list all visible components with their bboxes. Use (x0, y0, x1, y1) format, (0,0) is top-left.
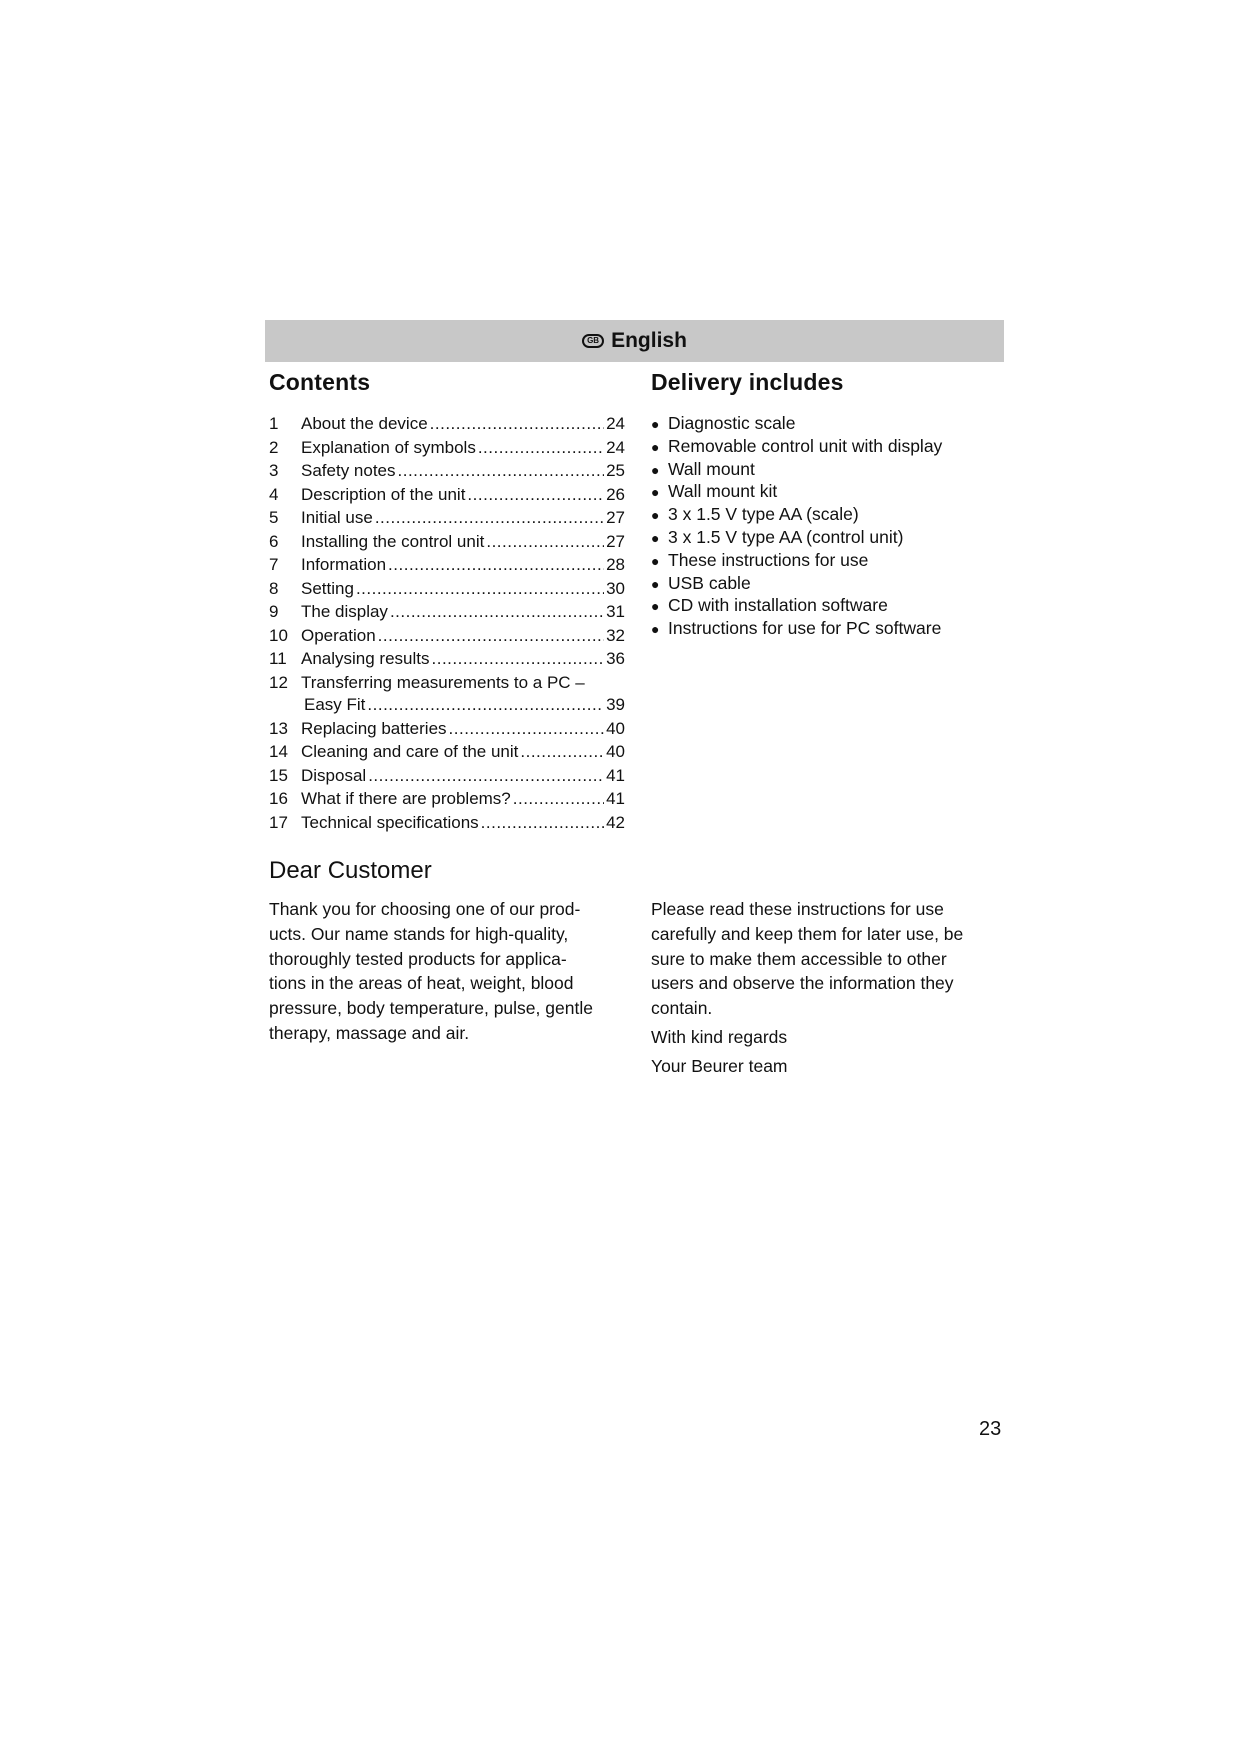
toc-page: 31 (606, 602, 625, 621)
paragraph-line: users and observe the information they (651, 973, 954, 994)
toc-leader (481, 813, 604, 833)
toc-row (269, 461, 625, 485)
toc-page: 24 (606, 414, 625, 433)
bullet-icon: ● (651, 552, 660, 569)
toc-row (269, 555, 625, 579)
toc-row (269, 532, 625, 556)
toc-row (269, 719, 625, 743)
toc-page: 32 (606, 625, 625, 645)
toc-row (269, 438, 625, 462)
toc-row (269, 602, 625, 626)
toc-number: 4 (269, 484, 279, 504)
page-number: 23 (979, 1418, 1002, 1440)
toc-title: Information (301, 555, 387, 574)
paragraph-line: Please read these instructions for use (651, 899, 944, 919)
delivery-item-label: CD with installation software (668, 595, 888, 616)
toc-leader (356, 579, 604, 599)
delivery-item (651, 573, 1011, 596)
toc-page: 39 (606, 695, 625, 714)
toc-page: 36 (606, 649, 625, 668)
toc-page: 26 (606, 484, 625, 504)
bullet-icon: ● (651, 416, 660, 432)
delivery-item-label: Removable control unit with display (668, 435, 943, 456)
delivery-item (651, 459, 1011, 482)
bullet-icon: ● (651, 598, 660, 615)
toc-title: What if there are problems? (301, 789, 511, 808)
toc-page: 24 (606, 437, 625, 457)
toc-number: 1 (269, 414, 279, 433)
toc-page: 41 (606, 765, 625, 785)
toc-row-continuation (269, 695, 625, 719)
delivery-item (651, 618, 1011, 641)
toc-row (269, 626, 625, 650)
toc-title: Disposal (301, 765, 367, 785)
paragraph-line: ucts. Our name stands for high-quality, (269, 923, 569, 944)
dear-customer-heading: Dear Customer (269, 857, 432, 884)
signature-text: Your Beurer team (651, 1055, 788, 1076)
delivery-item (651, 550, 1011, 573)
contents-heading: Contents (269, 369, 371, 395)
toc-leader (430, 414, 604, 434)
delivery-item-label: 3 x 1.5 V type AA (control unit) (668, 526, 904, 547)
toc-page: 28 (606, 555, 625, 574)
toc-number: 8 (269, 578, 279, 598)
toc-number: 7 (269, 555, 279, 574)
toc-number: 16 (269, 789, 288, 808)
bullet-icon: ● (651, 484, 660, 501)
toc-number: 3 (269, 461, 279, 480)
toc-page: 27 (606, 508, 625, 527)
toc-title: Installing the control unit (301, 531, 485, 551)
toc-title: Cleaning and care of the unit (301, 742, 519, 761)
bullet-icon: ● (651, 575, 660, 592)
toc-row (269, 742, 625, 766)
language-label: English (611, 329, 687, 352)
toc-number: 15 (269, 765, 288, 785)
delivery-item-label: Wall mount kit (668, 481, 778, 502)
toc-row (269, 789, 625, 813)
toc-leader (367, 695, 604, 715)
toc-leader (388, 555, 604, 575)
toc-number: 11 (269, 649, 287, 668)
paragraph-line: Thank you for choosing one of our prod- (269, 899, 581, 919)
delivery-item (651, 481, 1011, 504)
delivery-item (651, 527, 1011, 550)
delivery-item (651, 413, 1011, 436)
bullet-icon: ● (651, 529, 660, 546)
delivery-heading: Delivery includes (651, 369, 844, 395)
toc-leader (375, 508, 604, 528)
delivery-item-label: 3 x 1.5 V type AA (scale) (668, 504, 859, 525)
toc-number: 14 (269, 742, 288, 761)
toc-title: Replacing batteries (301, 718, 447, 738)
intro-paragraph (269, 897, 625, 1046)
toc-row (269, 485, 625, 509)
bullet-icon: ● (651, 507, 660, 524)
toc-title: Explanation of symbols (301, 437, 476, 457)
instructions-paragraph (651, 897, 1011, 1079)
toc-number: 17 (269, 812, 288, 832)
delivery-list (651, 413, 1011, 641)
toc-leader (467, 485, 604, 505)
toc-number: 13 (269, 718, 288, 738)
toc-row (269, 508, 625, 532)
toc-row (269, 673, 625, 696)
language-header (265, 320, 1004, 362)
toc-row (269, 579, 625, 603)
toc-page: 41 (606, 789, 625, 808)
delivery-item-label: Diagnostic scale (668, 413, 796, 433)
delivery-item-label: Wall mount (668, 458, 755, 479)
toc-row (269, 414, 625, 438)
toc-title: Transferring measurements to a PC – (301, 672, 585, 692)
toc-number: 9 (269, 602, 279, 621)
toc-leader (378, 626, 604, 646)
toc-leader (390, 602, 604, 622)
table-of-contents (269, 414, 625, 836)
gb-flag-icon: GB (582, 334, 604, 348)
toc-page: 27 (606, 531, 625, 551)
toc-title: Description of the unit (301, 484, 466, 504)
toc-leader (513, 789, 604, 809)
toc-number: 6 (269, 531, 279, 551)
toc-row (269, 813, 625, 837)
toc-row (269, 766, 625, 790)
toc-title: Initial use (301, 508, 373, 527)
delivery-item (651, 504, 1011, 527)
toc-leader (368, 766, 604, 786)
toc-title: Technical specifications (301, 812, 479, 832)
regards-text: With kind regards (651, 1026, 788, 1047)
toc-page: 25 (606, 461, 625, 480)
delivery-item (651, 595, 1011, 618)
toc-number: 5 (269, 508, 279, 527)
paragraph-line: tions in the areas of heat, weight, blood (269, 973, 574, 994)
delivery-item (651, 436, 1011, 459)
toc-title: Operation (301, 625, 376, 645)
toc-title-continued: Easy Fit (304, 695, 366, 714)
toc-leader (486, 532, 604, 552)
toc-title: The display (301, 602, 388, 621)
delivery-item-label: Instructions for use for PC software (668, 618, 942, 639)
toc-leader (478, 438, 604, 458)
bullet-icon: ● (651, 621, 660, 638)
toc-leader (432, 649, 605, 669)
paragraph-line: carefully and keep them for later use, be (651, 923, 964, 944)
toc-leader (449, 719, 605, 739)
delivery-item-label: These instructions for use (668, 549, 869, 570)
toc-page: 30 (606, 578, 625, 598)
toc-title: Safety notes (301, 461, 396, 480)
toc-page: 40 (606, 718, 625, 738)
toc-row (269, 649, 625, 673)
bullet-icon: ● (651, 438, 660, 455)
paragraph-line: contain. (651, 998, 713, 1019)
toc-page: 40 (606, 742, 625, 761)
toc-number: 10 (269, 625, 288, 645)
delivery-item-label: USB cable (668, 572, 751, 593)
paragraph-line: pressure, body temperature, pulse, gentle (269, 998, 593, 1019)
toc-title: About the device (301, 414, 428, 433)
toc-page: 42 (606, 812, 625, 832)
toc-number: 2 (269, 437, 279, 457)
toc-leader (398, 461, 605, 481)
toc-title: Analysing results (301, 649, 430, 668)
toc-leader (520, 742, 604, 762)
paragraph-line: thoroughly tested products for applica- (269, 948, 567, 969)
toc-title: Setting (301, 578, 354, 598)
toc-number: 12 (269, 672, 288, 692)
paragraph-line: sure to make them accessible to other (651, 948, 947, 969)
bullet-icon: ● (651, 461, 660, 478)
paragraph-line: therapy, massage and air. (269, 1022, 470, 1043)
